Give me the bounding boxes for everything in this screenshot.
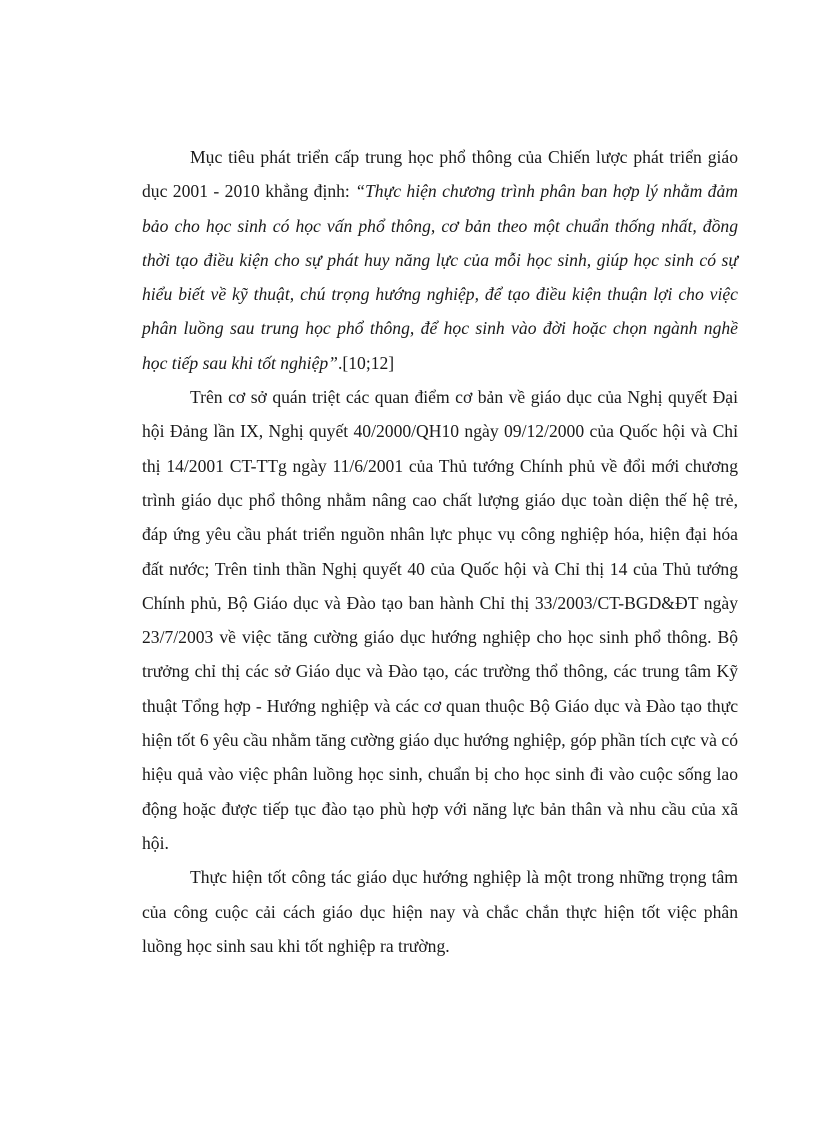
paragraph-directive: Trên cơ sở quán triệt các quan điểm cơ bản về giáo dục của Nghị quyết Đại hội Đảng lần IX, Nghị quyết 40/2000/QH10 ngày 09/12/2000 của Quốc hội và Chỉ thị 14/2001 CT-TTg ngày 11/6/2001 của Thủ tướng Chính phủ về đổi mới chương trình giáo dục phổ thông nhằm nâng cao chất lượng giáo dục toàn diện thế hệ trẻ, đáp ứng yêu cầu phát triển nguồn nhân lực phục vụ công nghiệp hóa, hiện đại hóa đất nước; Trên tinh thần Nghị quyết 40 của Quốc hội và Chỉ thị 14 của Thủ tướng Chính phủ, Bộ Giáo dục và Đào tạo ban hành Chỉ thị 33/2003/CT-BGD&ĐT ngày 23/7/2003 về việc tăng cường giáo dục hướng nghiệp cho học sinh phổ thông. Bộ trưởng chỉ thị các sở Giáo dục và Đào tạo, các trường thổ thông, các trung tâm Kỹ thuật Tổng hợp - Hướng nghiệp và các cơ quan thuộc Bộ Giáo dục và Đào tạo thực hiện tốt 6 yêu cầu nhằm tăng cường giáo dục hướng nghiệp, góp phần tích cực và có hiệu quả vào việc phân luồng học sinh, chuẩn bị cho học sinh đi vào cuộc sống lao động hoặc được tiếp tục đào tạo phù hợp với năng lực bản thân và nhu cầu của xã hội. — [142, 387, 738, 853]
paragraph-conclusion: Thực hiện tốt công tác giáo dục hướng nghiệp là một trong những trọng tâm của công cuộc cải cách giáo dục hiện nay và chắc chắn thực hiện tốt việc phân luồng học sinh sau khi tốt nghiệp ra trường. — [142, 867, 738, 956]
citation-reference: .[10;12] — [337, 352, 395, 373]
paragraph-lead-text: Mục tiêu phát triển cấp trung học phổ thông của Chiến lược phát triển giáo dục 2001 - 2010 khẳng định: — [142, 147, 738, 202]
strategy-quote: “Thực hiện chương trình phân ban hợp lý nhằm đảm bảo cho học sinh có học vấn phổ thông, cơ bản theo một chuẩn thống nhất, đồng thời tạo điều kiện cho sự phát huy năng lực của mỗi học sinh, giúp học sinh có sự hiểu biết về kỹ thuật, chú trọng hướng nghiệp, để tạo điều kiện thuận lợi cho việc phân luồng sau trung học phổ thông, để học sinh vào đời hoặc chọn ngành nghề học tiếp sau khi tốt nghiệp” — [142, 181, 738, 373]
document-body — [142, 140, 738, 963]
paragraph-strategy-goal — [142, 140, 738, 380]
